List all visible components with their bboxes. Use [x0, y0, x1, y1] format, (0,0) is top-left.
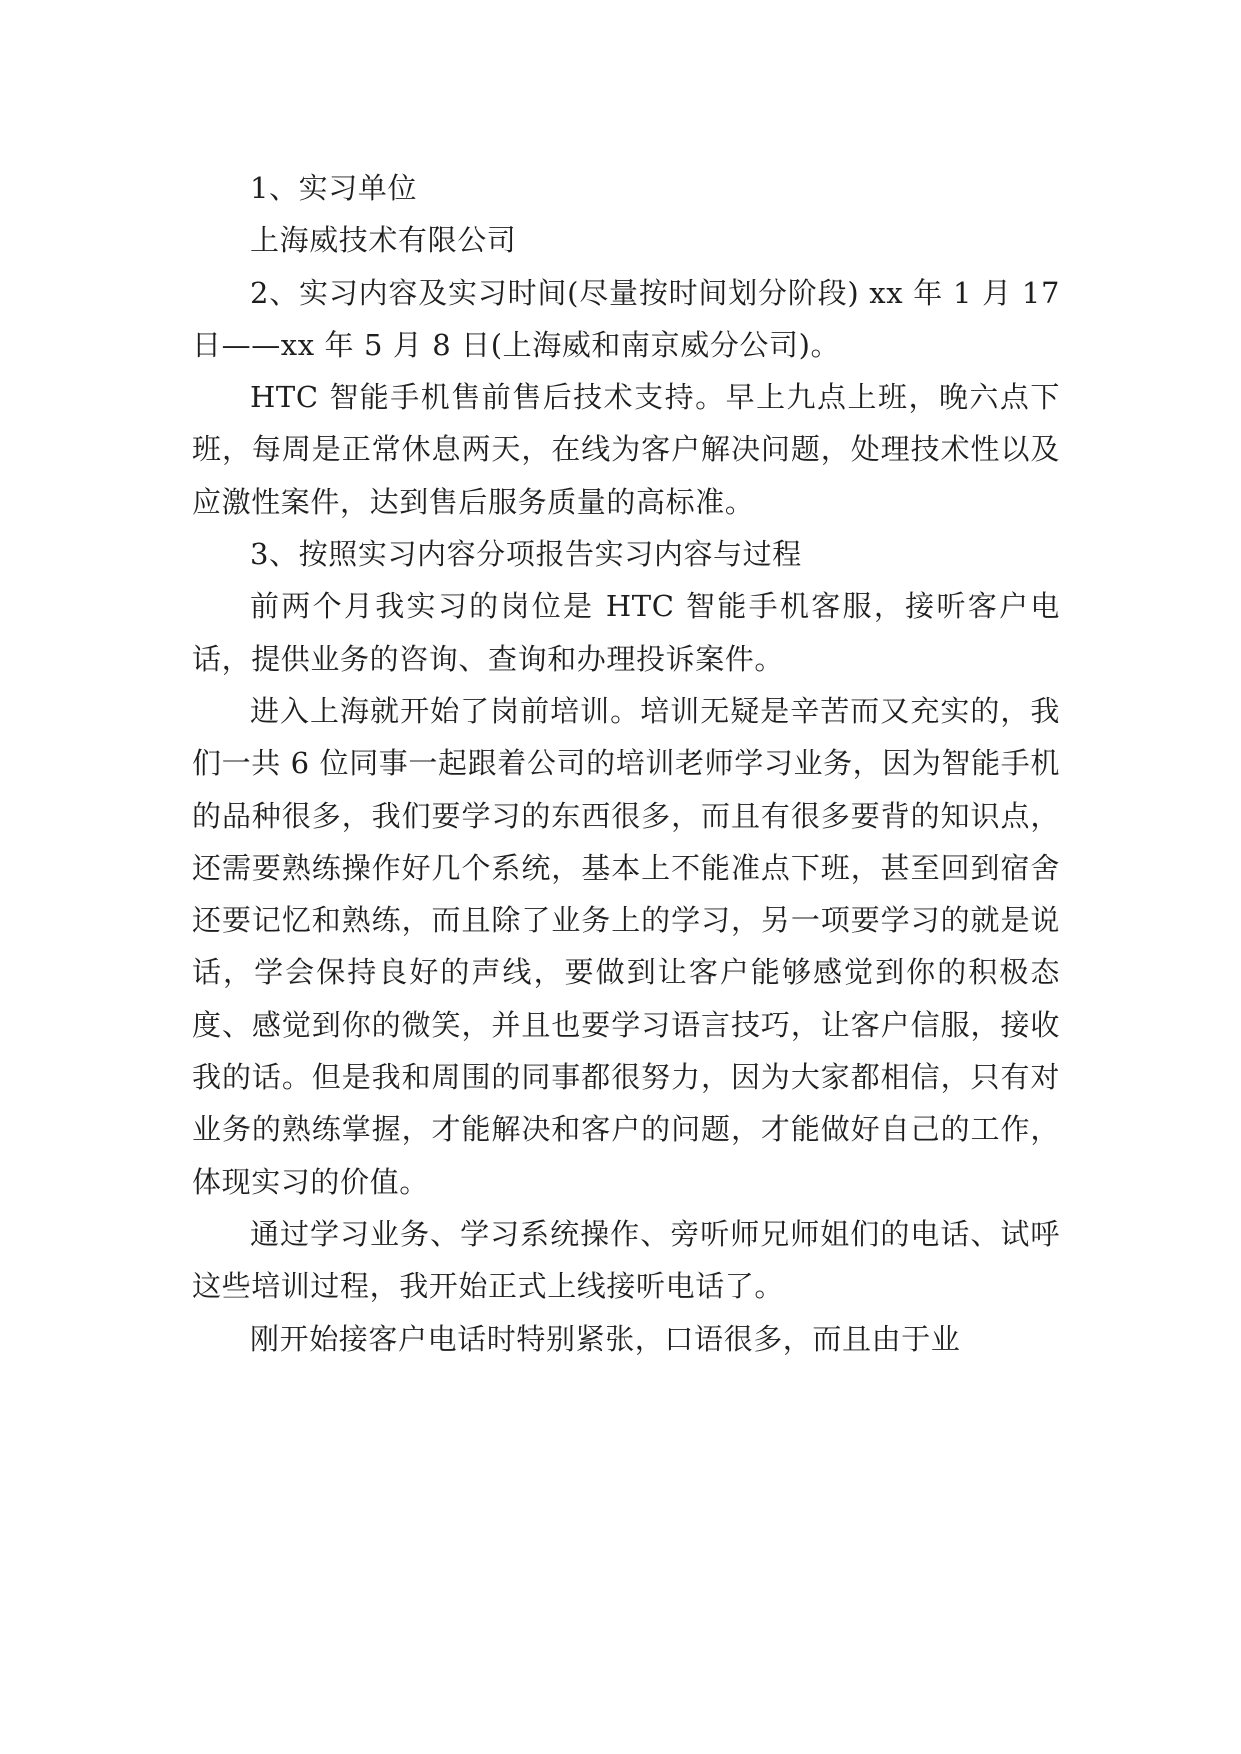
paragraph: 2、实习内容及实习时间(尽量按时间划分阶段) xx 年 1 月 17 日——xx 年 5 月 8 日(上海威和南京威分公司)。	[192, 275, 1060, 362]
paragraph: HTC 智能手机售前售后技术支持。早上九点上班，晚六点下班，每周是正常休息两天，在线为客户解决问题，处理技术性以及应激性案件，达到售后服务质量的高标准。	[192, 380, 1060, 519]
document-body	[192, 162, 1060, 1365]
paragraph: 上海威技术有限公司	[250, 223, 517, 258]
paragraph: 1、实习单位	[250, 171, 418, 205]
paragraph: 进入上海就开始了岗前培训。培训无疑是辛苦而又充实的，我们一共 6 位同事一起跟着公司的培训老师学习业务，因为智能手机的品种很多，我们要学习的东西很多，而且有很多要背的知识点，还需要熟练操作好几个系统，基本上不能准点下班，甚至回到宿舍还要记忆和熟练，而且除了业务上的学习，另一项要学习的就是说话，学会保持良好的声线，要做到让客户能够感觉到你的积极态度、感觉到你的微笑，并且也要学习语言技巧，让客户信服，接收我的话。但是我和周围的同事都很努力，因为大家都相信，只有对业务的熟练掌握，才能解决和客户的问题，才能做好自己的工作，体现实习的价值。	[192, 693, 1060, 1199]
paragraph: 刚开始接客户电话时特别紧张，口语很多，而且由于业	[250, 1321, 961, 1356]
paragraph: 前两个月我实习的岗位是 HTC 智能手机客服，接听客户电话，提供业务的咨询、查询和办理投诉案件。	[192, 589, 1060, 676]
paragraph: 通过学习业务、学习系统操作、旁听师兄师姐们的电话、试呼这些培训过程，我开始正式上线接听电话了。	[192, 1216, 1060, 1304]
paragraph: 3、按照实习内容分项报告实习内容与过程	[250, 537, 802, 572]
